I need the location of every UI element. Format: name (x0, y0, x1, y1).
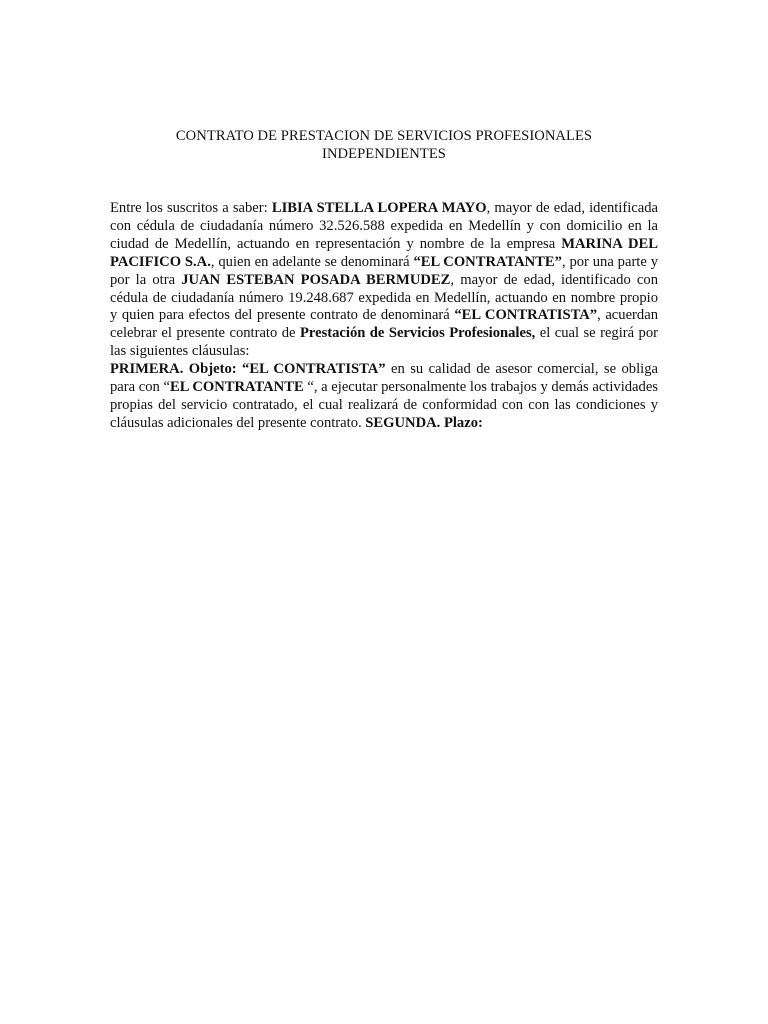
intro-text-1: Entre los suscritos a saber: (110, 200, 272, 216)
intro-text-6: , acuerdan celebrar el presente contrato de (110, 307, 658, 342)
intro-text-3: , quien en adelante se denominará (210, 253, 414, 270)
intro-paragraph (110, 200, 658, 361)
contract-type: Prestación de Servicios Profesionales, (299, 325, 536, 342)
contratante-name: LIBIA STELLA LOPERA MAYO (271, 200, 487, 216)
el-contratante-term: “EL CONTRATANTE” (413, 253, 562, 270)
clause-primera-heading: PRIMERA. Objeto: “EL CONTRATISTA” (110, 361, 386, 378)
clause-text-2: “, a ejecutar personalmente los trabajos y demás actividades propias del servicio contratado, el cual realizará de conformidad con con las condiciones y cláusulas adicionales del presente contrato. (110, 379, 658, 431)
title-line-1: CONTRATO DE PRESTACION DE SERVICIOS PROFESIONALES (175, 128, 593, 144)
intro-text-2: , mayor de edad, identificada con cédula de ciudadanía número 32.526.588 expedida en Medellín y con domicilio en la ciudad de Medellín, actuando en representación y nombre de la empresa (110, 200, 659, 252)
document-body (110, 200, 658, 433)
clause-text-1: en su calidad de asesor comercial, se obliga para con “ (110, 361, 658, 396)
intro-text-4: , por una parte y por la otra (110, 253, 658, 288)
intro-text-5: , mayor de edad, identificado con cédula de ciudadanía número 19.248.687 expedida en Medellín, actuando en nombre propio y quien para efectos del presente contrato de denominará (110, 271, 659, 324)
clause-segunda-heading: SEGUNDA. Plazo: (365, 414, 483, 431)
intro-text-7: el cual se regirá por las siguientes cláusulas: (110, 325, 659, 360)
title-line-2: INDEPENDIENTES (322, 146, 446, 162)
document-title (110, 127, 658, 163)
clause-paragraph (110, 361, 658, 433)
contratista-name: JUAN ESTEBAN POSADA BERMUDEZ (181, 271, 451, 288)
el-contratista-term: “EL CONTRATISTA” (454, 307, 598, 324)
clause-el-contratante-term: EL CONTRATANTE (170, 379, 304, 396)
company-name: MARINA DEL PACIFICO S.A. (110, 235, 658, 270)
